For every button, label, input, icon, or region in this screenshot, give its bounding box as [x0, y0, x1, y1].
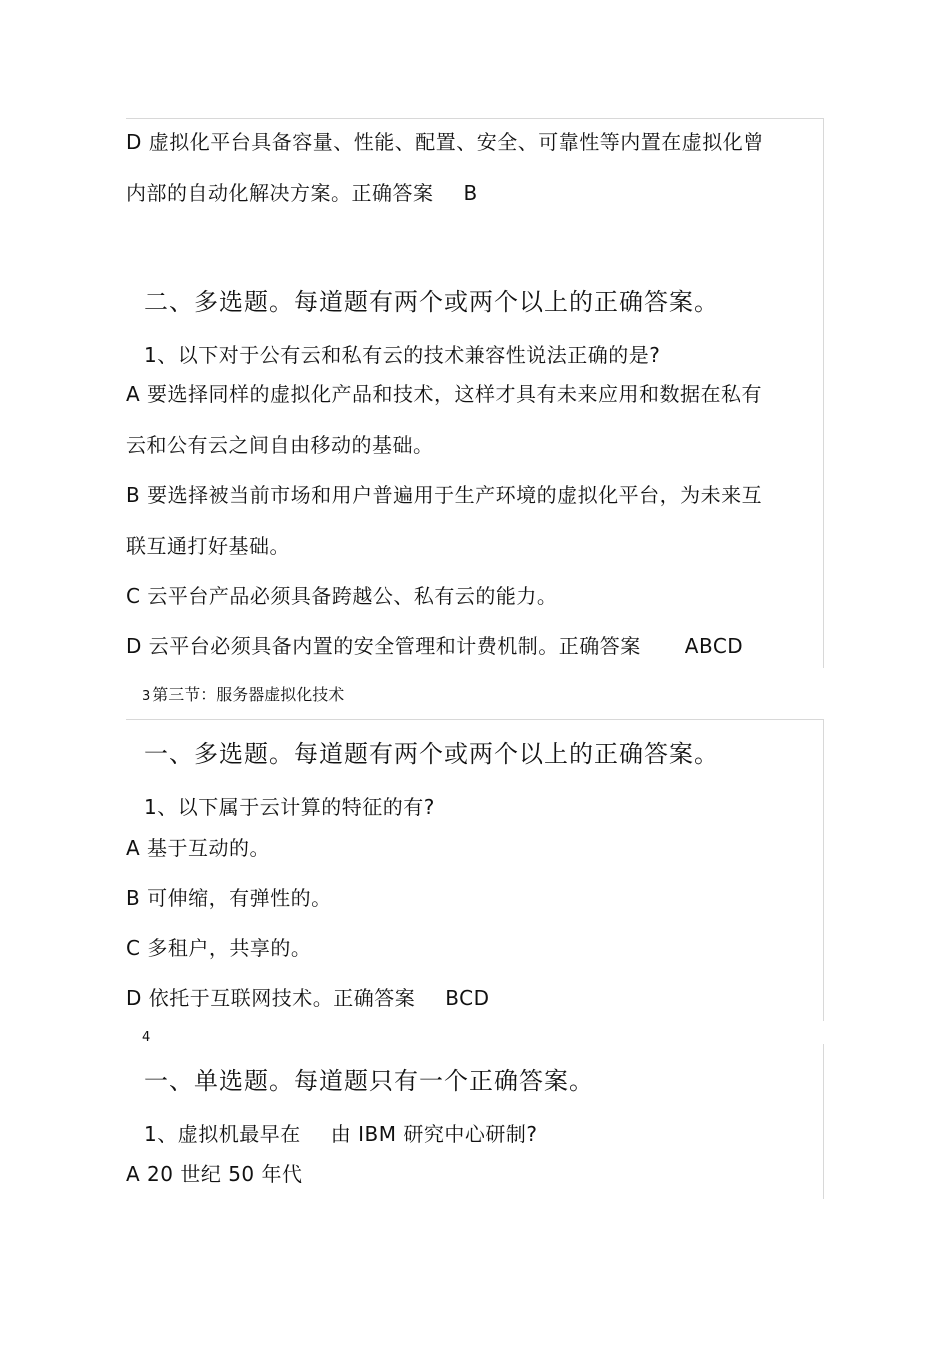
section-heading: 二、多选题。每道题有两个或两个以上的正确答案。 — [144, 288, 719, 316]
section-number: 4 — [142, 1030, 151, 1045]
option-d-text: D 依托于互联网技术。正确答案 — [126, 986, 416, 1010]
section-heading: 一、多选题。每道题有两个或两个以上的正确答案。 — [144, 740, 719, 768]
question-text: 1、以下对于公有云和私有云的技术兼容性说法正确的是? — [144, 343, 661, 367]
option-d-text: 内部的自动化解决方案。正确答案 — [126, 181, 434, 205]
correct-answer: BCD — [445, 986, 490, 1010]
option-a-line-2: 云和公有云之间自由移动的基础。 — [126, 433, 434, 457]
option-d-line-2 — [126, 180, 478, 206]
question-text-start: 1、虚拟机最早在 — [144, 1122, 301, 1146]
correct-answer: B — [463, 181, 478, 205]
option-d — [126, 985, 490, 1011]
option-a: A 20 世纪 50 年代 — [126, 1162, 303, 1186]
correct-answer: ABCD — [684, 634, 744, 658]
option-c: C 云平台产品必须具备跨越公、私有云的能力。 — [126, 584, 558, 608]
option-b-line-2: 联互通打好基础。 — [126, 534, 290, 558]
option-c: C 多租户，共享的。 — [126, 936, 312, 960]
question-text: 1、以下属于云计算的特征的有? — [144, 795, 435, 819]
question-text-end: 由 IBM 研究中心研制? — [330, 1122, 538, 1146]
option-b-line-1: B 要选择被当前市场和用户普遍用于生产环境的虚拟化平台，为未来互 — [126, 483, 763, 507]
option-b: B 可伸缩，有弹性的。 — [126, 886, 332, 910]
option-d — [126, 633, 743, 659]
option-a-line-1: A 要选择同样的虚拟化产品和技术，这样才具有未来应用和数据在私有 — [126, 382, 763, 406]
section-title-text: 第三节：服务器虚拟化技术 — [152, 685, 345, 704]
section-title — [142, 685, 344, 707]
option-a: A 基于互动的。 — [126, 836, 271, 860]
question-text — [144, 1121, 537, 1147]
option-d-line-1: D 虚拟化平台具备容量、性能、配置、安全、可靠性等内置在虚拟化曾 — [126, 130, 764, 154]
option-d-text: D 云平台必须具备内置的安全管理和计费机制。正确答案 — [126, 634, 641, 658]
section-number: 3 — [142, 689, 151, 704]
section-heading: 一、单选题。每道题只有一个正确答案。 — [144, 1067, 594, 1095]
